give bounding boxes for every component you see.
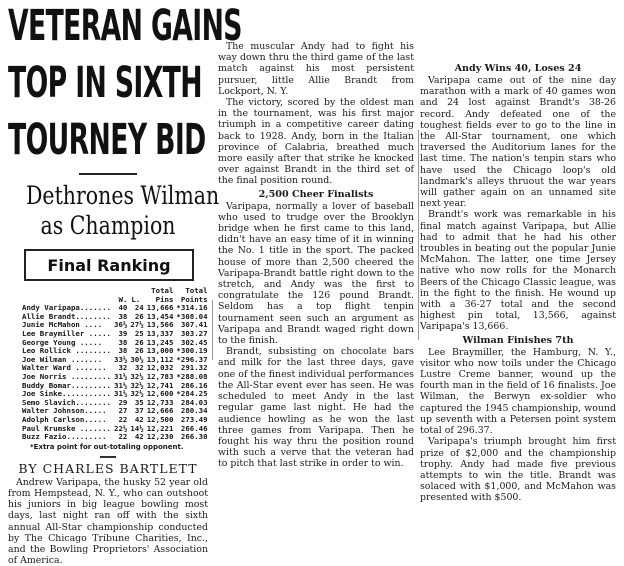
losses: 32½	[130, 389, 144, 399]
player-name: Semo Slavich........	[22, 397, 111, 407]
total-pins: 12,230	[146, 432, 174, 442]
column-rule	[212, 300, 213, 360]
losses: 30½	[130, 354, 144, 364]
article-paragraph: Andrew Varipapa, the husky 52 year old from Hempstead, N. Y., who can outshoot his juniors in big league bowling most days, last night ran off with the sixth annual All-Star championship conducted by The Chicago Tribune Charities, Inc., and the Bowling Proprietors' Association of America.	[8, 476, 208, 566]
player-name: Andy Varipapa.......	[22, 303, 111, 313]
total-pins: 13,566	[146, 320, 174, 330]
points-header-bottom: Points	[180, 294, 208, 304]
total-points: 302.45	[180, 337, 208, 347]
player-name: Leo Rollick ........	[22, 346, 111, 356]
player-name: Joe Sinke...........	[22, 389, 111, 399]
article-paragraph: Varipapa came out of the nine day marathon with a mark of 40 games won and 24 lost against Brandt's 38-26 record. Andy defeated one of the toughest fields ever to go to the line in the All-Star tournament, one which traversed the Auditorium lanes for the last time. The nation's tenpin stars who have used the Chicago loop's old landmark's alleys thruout the war years will gather again on an unnamed site next year.	[420, 75, 616, 210]
total-pins: 13,245	[146, 337, 174, 347]
total-points: *296.37	[176, 354, 208, 364]
losses: 14½	[130, 423, 144, 433]
wins: 27	[118, 406, 128, 416]
wins: 32	[118, 363, 128, 373]
total-points: *288.08	[176, 371, 208, 381]
player-name: Buddy Bomar.........	[22, 380, 111, 390]
total-points: 266.30	[180, 432, 208, 442]
wins: 36½	[114, 320, 128, 330]
total-pins: 13,112	[146, 354, 174, 364]
losses: 42	[134, 414, 144, 424]
wins: 39	[118, 328, 128, 338]
total-points: 284.03	[180, 397, 208, 407]
total-points: 291.32	[180, 363, 208, 373]
article-paragraph: The victory, scored by the oldest man in the tournament, was his first major triumph in a competitive career dating back to 1928. Andy, born in the Italian province of Calabria, breathed much more easily after that strike he knocked over against Brandt in the third set of the final position round.	[218, 97, 414, 187]
losses: 25	[134, 328, 144, 338]
deck-headline	[26, 181, 220, 241]
total-pins: 13,454	[146, 311, 174, 321]
total-points: 266.46	[180, 423, 208, 433]
player-name: Joe Norris .........	[22, 371, 111, 381]
losses: 42	[134, 432, 144, 442]
wins: 31½	[114, 371, 128, 381]
wins: 22	[118, 414, 128, 424]
article-paragraph: Brandt's work was remarkable in his final match against Varipapa, but Allie had to admit that he had his other troubles in beating out the popular Junie McMahon. The latter, one time Jersey native who now rolls for the Monarch Beers of the Chicago Classic league, was in the fight to the finish. He wound up with a 36-27 total and the second highest pin total, 13,566, against Varipapa's 13,666.	[420, 209, 616, 333]
wins: 31½	[114, 380, 128, 390]
pins-header-bottom: Pins	[155, 294, 174, 304]
total-pins: 13,666	[146, 303, 174, 313]
losses: 32½	[130, 380, 144, 390]
total-pins: 12,500	[146, 414, 174, 424]
total-points: *284.25	[176, 389, 208, 399]
article-paragraph: Brandt, subsisting on chocolate bars and milk for the last three days, gave one of the finest individual performances the All-Star event ever has seen. He was scheduled to meet Andy in the last regular game last night. He had the audience howling as he won the last three games from Varipapa. Then he fought his way thru the position round with such a verve that the veteran had to pitch that last strike in order to win.	[218, 346, 414, 470]
wins: 29	[118, 397, 128, 407]
total-points: *300.19	[176, 346, 208, 356]
total-pins: 12,741	[146, 380, 174, 390]
wins: 38	[118, 346, 128, 356]
losses: 26	[134, 346, 144, 356]
losses: 37	[134, 406, 144, 416]
middle-column	[218, 41, 414, 470]
total-points: *308.04	[176, 311, 208, 321]
losses: 32	[134, 363, 144, 373]
player-name: Lee Braymiller .....	[22, 328, 111, 338]
wins: 22½	[114, 423, 128, 433]
wins: 33½	[114, 354, 128, 364]
article-paragraph: Varipapa, normally a lover of baseball who used to trudge over the Brooklyn bridge when he first came to this land, didn't have an easy time of it in winning the No. 1 title in the sport. The packed house of more than 2,500 cheered the Varipapa-Brandt battle right down to the stretch, and Andy was the first to congratulate the 126 pound Brandt. Seldom has a top flight tenpin tournament seen such an argument as Varipapa and Brandt waged right down to the finish.	[218, 200, 414, 347]
wins: 38	[118, 337, 128, 347]
headline-divider	[79, 173, 137, 175]
wins: 38	[118, 311, 128, 321]
total-pins: 12,032	[146, 363, 174, 373]
player-name: Allie Brandt........	[22, 311, 111, 321]
headline-line: VETERAN GAINS	[8, 1, 242, 51]
total-pins: 12,666	[146, 406, 174, 416]
total-pins: 12,783	[146, 371, 174, 381]
total-points: 280.34	[180, 406, 208, 416]
article-paragraph: Varipapa's triumph brought him first prize of $2,000 and the championship trophy. Andy had made five previous attempts to win the title. Brandt was solaced with $1,000, and McMahon was presented with $500.	[420, 436, 616, 504]
player-name: Paul Krumske .......	[22, 423, 111, 433]
ranking-table	[22, 287, 208, 442]
subhead-andy-wins: Andy Wins 40, Loses 24	[454, 63, 582, 74]
wins: 22	[118, 432, 128, 442]
total-points: 273.49	[180, 414, 208, 424]
total-points: *314.16	[176, 303, 208, 313]
total-pins: 13,337	[146, 328, 174, 338]
player-name: Walter Ward .......	[22, 363, 107, 373]
points-header-top: Total	[185, 286, 208, 295]
player-name: Joe Wilman .......	[22, 354, 103, 364]
left-column	[8, 0, 242, 566]
player-name: Walter Johnson.....	[22, 406, 107, 416]
wins: 31½	[114, 389, 128, 399]
losses-header: L.	[131, 294, 141, 304]
wins: 40	[118, 303, 128, 313]
article-paragraph: The muscular Andy had to fight his way down thru the third game of the last match against his most persistent pursuer, little Allie Brandt from Lockport, N. Y.	[218, 41, 414, 97]
article-paragraph: Lee Braymiller, the Hamburg, N. Y., visitor who now toils under the Chicago Lustre Creme banner, wound up the fourth man in the field of 16 finalists. Joe Wilman, the Berwyn ex-soldier who captured the 1945 championship, wound up seventh with a Petersen point system total of 296.37.	[420, 346, 616, 437]
player-name: Adolph Carlson.....	[22, 414, 107, 424]
total-pins: 13,000	[146, 346, 174, 356]
player-name: Junie McMahon ....	[22, 320, 103, 330]
headline-line: TOP IN SIXTH	[8, 58, 202, 108]
headline	[8, 1, 242, 173]
losses: 24	[134, 303, 144, 313]
total-pins: 12,221	[146, 423, 174, 433]
ranking-row	[22, 433, 208, 442]
losses: 27½	[130, 320, 144, 330]
pins-header-top: Total	[151, 286, 174, 295]
losses: 26	[134, 311, 144, 321]
losses: 35	[134, 397, 144, 407]
total-points: 286.16	[180, 380, 208, 390]
subhead-wilman-finishes: Wilman Finishes 7th	[462, 334, 574, 346]
player-name: Buzz Fazio.........	[22, 432, 107, 442]
deck-line: Dethrones Wilman	[26, 181, 220, 210]
player-name: George Young .....	[22, 337, 103, 347]
column-rule	[418, 130, 419, 340]
total-pins: 12,733	[146, 397, 174, 407]
ranking-footnote: *Extra point for out-totaling opponent.	[30, 442, 184, 451]
headline-line: TOURNEY BID	[8, 115, 206, 165]
deck-line: as Champion	[40, 211, 176, 240]
total-pins: 12,600	[146, 389, 174, 399]
byline: BY CHARLES BARTLETT	[18, 460, 198, 476]
wins-header: W.	[118, 294, 128, 304]
total-points: 307.41	[180, 320, 208, 330]
losses: 26	[134, 337, 144, 347]
subhead-cheer-finalists: 2,500 Cheer Finalists	[258, 188, 374, 200]
total-points: 303.27	[180, 328, 208, 338]
right-column	[420, 61, 616, 504]
byline-divider	[100, 456, 116, 458]
final-ranking-title: Final Ranking	[24, 249, 194, 281]
losses: 32½	[130, 371, 144, 381]
